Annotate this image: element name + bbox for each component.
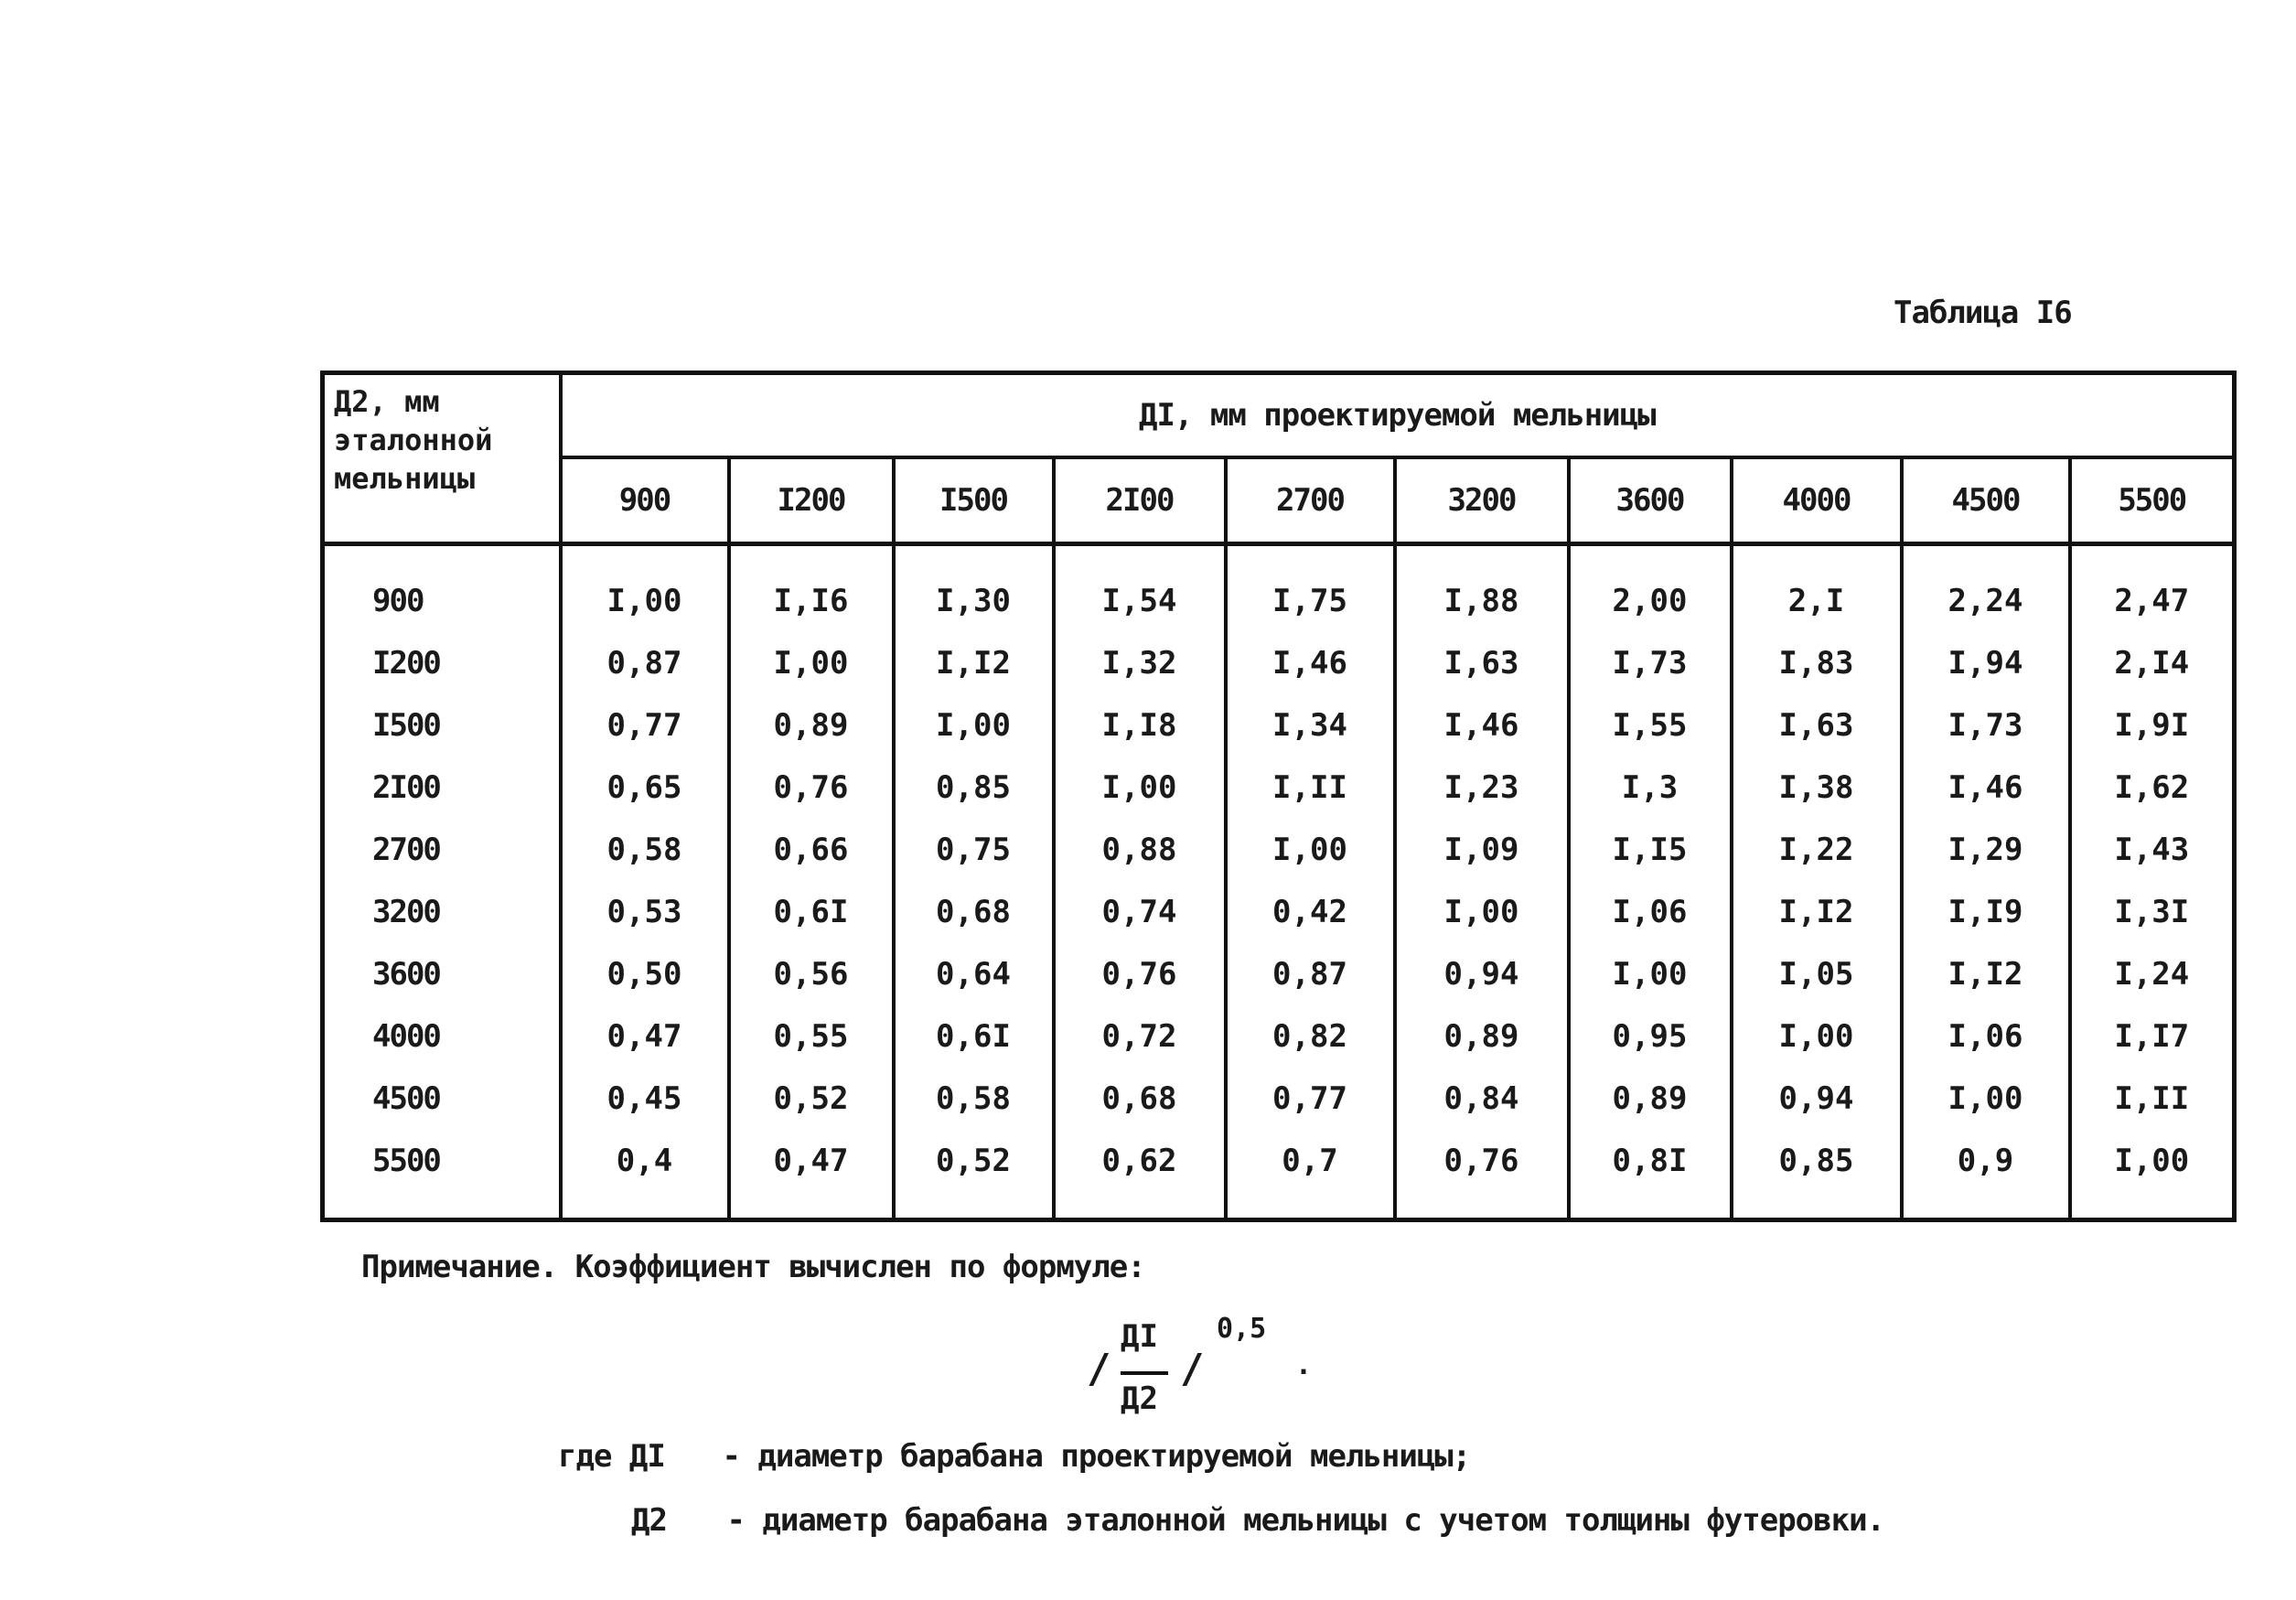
table-cell: 0,74	[1054, 881, 1226, 943]
table-row	[323, 1068, 2235, 1130]
table-cell: I,46	[1902, 757, 2070, 819]
table-row	[323, 757, 2235, 819]
table-cell: I,29	[1902, 819, 2070, 881]
table-cell: I,3	[1569, 757, 1732, 819]
table-cell: 2,00	[1569, 544, 1732, 633]
table-cell: I,09	[1395, 819, 1569, 881]
table-cell: I,00	[729, 632, 894, 694]
table-cell: 0,47	[561, 1005, 729, 1068]
table-cell: 0,7	[1226, 1130, 1395, 1220]
table-cell: 0,8I	[1569, 1130, 1732, 1220]
corner-line-3: мельницы	[334, 461, 476, 496]
table-cell: I,30	[894, 544, 1054, 633]
table-cell: I,63	[1732, 694, 1902, 757]
formula-denominator: Д2	[1121, 1380, 1158, 1417]
table-row	[323, 881, 2235, 943]
legend-line-2	[631, 1502, 1884, 1539]
table-cell: I,05	[1732, 943, 1902, 1005]
table-cell: I,62	[2070, 757, 2235, 819]
column-header: 3600	[1569, 457, 1732, 544]
row-header: I500	[323, 694, 561, 757]
table-row	[323, 943, 2235, 1005]
table-cell: I,73	[1902, 694, 2070, 757]
legend-text-2: - диаметр барабана эталонной мельницы с учетом толщины футеровки.	[726, 1502, 1885, 1539]
table-cell: I,00	[561, 544, 729, 633]
table-cell: I,06	[1902, 1005, 2070, 1068]
table-cell: 0,50	[561, 943, 729, 1005]
fraction-bar	[1121, 1371, 1168, 1375]
table-cell: 0,95	[1569, 1005, 1732, 1068]
table-cell: 0,6I	[729, 881, 894, 943]
column-header: 900	[561, 457, 729, 544]
table-cell: 0,87	[561, 632, 729, 694]
row-header: 3200	[323, 881, 561, 943]
column-header: 4500	[1902, 457, 2070, 544]
table-cell: 0,76	[729, 757, 894, 819]
table-cell: 0,53	[561, 881, 729, 943]
table-cell: I,55	[1569, 694, 1732, 757]
table-cell: I,00	[1569, 943, 1732, 1005]
table-cell: 0,66	[729, 819, 894, 881]
table-cell: 0,85	[1732, 1130, 1902, 1220]
table-row	[323, 544, 2235, 633]
table-row	[323, 1130, 2235, 1220]
formula-close-slash: /	[1180, 1346, 1205, 1392]
table-cell: I,23	[1395, 757, 1569, 819]
table-cell: 0,68	[894, 881, 1054, 943]
table-cell: I,38	[1732, 757, 1902, 819]
column-header: I200	[729, 457, 894, 544]
table-cell: 0,94	[1732, 1068, 1902, 1130]
note-text: Примечание. Коэффициент вычислен по формуле:	[361, 1249, 1145, 1285]
corner-line-1: Д2, мм	[334, 384, 440, 419]
table-caption: Таблица I6	[1894, 295, 2072, 331]
table-cell: 0,89	[1395, 1005, 1569, 1068]
table-cell: I,00	[1054, 757, 1226, 819]
table-cell: 0,47	[729, 1130, 894, 1220]
table-cell: 0,72	[1054, 1005, 1226, 1068]
table-cell: 0,52	[729, 1068, 894, 1130]
row-header: 4500	[323, 1068, 561, 1130]
table-cell: I,73	[1569, 632, 1732, 694]
table-cell: 0,82	[1226, 1005, 1395, 1068]
table-cell: I,46	[1226, 632, 1395, 694]
table-cell: I,88	[1395, 544, 1569, 633]
column-header: 5500	[2070, 457, 2235, 544]
table-cell: I,3I	[2070, 881, 2235, 943]
table-cell: 2,47	[2070, 544, 2235, 633]
table-cell: 2,24	[1902, 544, 2070, 633]
formula-end: .	[1295, 1349, 1313, 1381]
table-cell: 2,I4	[2070, 632, 2235, 694]
table-cell: 0,62	[1054, 1130, 1226, 1220]
table-cell: I,II	[2070, 1068, 2235, 1130]
table-row	[323, 819, 2235, 881]
table-cell: 0,52	[894, 1130, 1054, 1220]
table-cell: 0,88	[1054, 819, 1226, 881]
table-cell: I,46	[1395, 694, 1569, 757]
legend-symbol-1: где ДI	[558, 1438, 665, 1475]
table-cell: I,I2	[1902, 943, 2070, 1005]
table-cell: 0,87	[1226, 943, 1395, 1005]
table-cell: I,I9	[1902, 881, 2070, 943]
corner-header	[323, 373, 561, 544]
formula-exponent: 0,5	[1217, 1313, 1267, 1345]
table-cell: I,II	[1226, 757, 1395, 819]
row-header: 5500	[323, 1130, 561, 1220]
table-cell: 0,9	[1902, 1130, 2070, 1220]
table-cell: 0,42	[1226, 881, 1395, 943]
table-cell: I,I6	[729, 544, 894, 633]
table-cell: I,22	[1732, 819, 1902, 881]
table-cell: 0,55	[729, 1005, 894, 1068]
table-cell: 0,58	[894, 1068, 1054, 1130]
table-cell: 0,77	[1226, 1068, 1395, 1130]
column-header: 3200	[1395, 457, 1569, 544]
table-cell: 0,89	[729, 694, 894, 757]
table-cell: 0,84	[1395, 1068, 1569, 1130]
table-cell: I,34	[1226, 694, 1395, 757]
formula-numerator: ДI	[1121, 1318, 1158, 1355]
table-cell: 0,4	[561, 1130, 729, 1220]
table-cell: I,32	[1054, 632, 1226, 694]
row-header: 900	[323, 544, 561, 633]
row-header: 2I00	[323, 757, 561, 819]
row-header: I200	[323, 632, 561, 694]
table-cell: I,00	[1395, 881, 1569, 943]
table-cell: I,06	[1569, 881, 1732, 943]
table-cell: 0,68	[1054, 1068, 1226, 1130]
table-cell: I,94	[1902, 632, 2070, 694]
table-cell: I,24	[2070, 943, 2235, 1005]
table-cell: 0,64	[894, 943, 1054, 1005]
column-header-row	[323, 457, 2235, 544]
table-cell: 0,58	[561, 819, 729, 881]
table-cell: 0,6I	[894, 1005, 1054, 1068]
table-cell: 0,94	[1395, 943, 1569, 1005]
table-cell: 0,45	[561, 1068, 729, 1130]
column-header: 2700	[1226, 457, 1395, 544]
table-cell: I,I2	[1732, 881, 1902, 943]
legend-text-1: - диаметр барабана проектируемой мельницы;	[722, 1438, 1471, 1475]
group-header: ДI, мм проектируемой мельницы	[561, 373, 2235, 458]
corner-line-2: эталонной	[334, 423, 493, 457]
table-cell: 0,85	[894, 757, 1054, 819]
table-cell: I,00	[1226, 819, 1395, 881]
table-cell: I,54	[1054, 544, 1226, 633]
table-cell: I,9I	[2070, 694, 2235, 757]
table-cell: I,I5	[1569, 819, 1732, 881]
table-cell: 0,76	[1395, 1130, 1569, 1220]
formula-open-slash: /	[1087, 1346, 1111, 1392]
column-header: 4000	[1732, 457, 1902, 544]
table-row	[323, 632, 2235, 694]
table-cell: I,83	[1732, 632, 1902, 694]
table-cell: I,00	[2070, 1130, 2235, 1220]
table-cell: I,63	[1395, 632, 1569, 694]
table-cell: I,00	[1732, 1005, 1902, 1068]
table-row	[323, 694, 2235, 757]
legend-line-1	[558, 1438, 1470, 1475]
row-header: 2700	[323, 819, 561, 881]
column-header: I500	[894, 457, 1054, 544]
row-header: 3600	[323, 943, 561, 1005]
table-cell: I,75	[1226, 544, 1395, 633]
table-cell: 0,77	[561, 694, 729, 757]
coefficient-table	[320, 370, 2237, 1222]
table-cell: 0,76	[1054, 943, 1226, 1005]
table-cell: 0,65	[561, 757, 729, 819]
column-header: 2I00	[1054, 457, 1226, 544]
table-cell: I,I2	[894, 632, 1054, 694]
table-cell: 0,89	[1569, 1068, 1732, 1130]
legend-symbol-2: Д2	[631, 1502, 667, 1539]
table-cell: I,00	[894, 694, 1054, 757]
table-row	[323, 1005, 2235, 1068]
table-cell: I,00	[1902, 1068, 2070, 1130]
table-cell: I,43	[2070, 819, 2235, 881]
row-header: 4000	[323, 1005, 561, 1068]
table-cell: 0,56	[729, 943, 894, 1005]
table-cell: I,I7	[2070, 1005, 2235, 1068]
table-cell: I,I8	[1054, 694, 1226, 757]
table-body	[323, 544, 2235, 1220]
formula	[1079, 1313, 1354, 1441]
table-cell: 0,75	[894, 819, 1054, 881]
table-cell: 2,I	[1732, 544, 1902, 633]
